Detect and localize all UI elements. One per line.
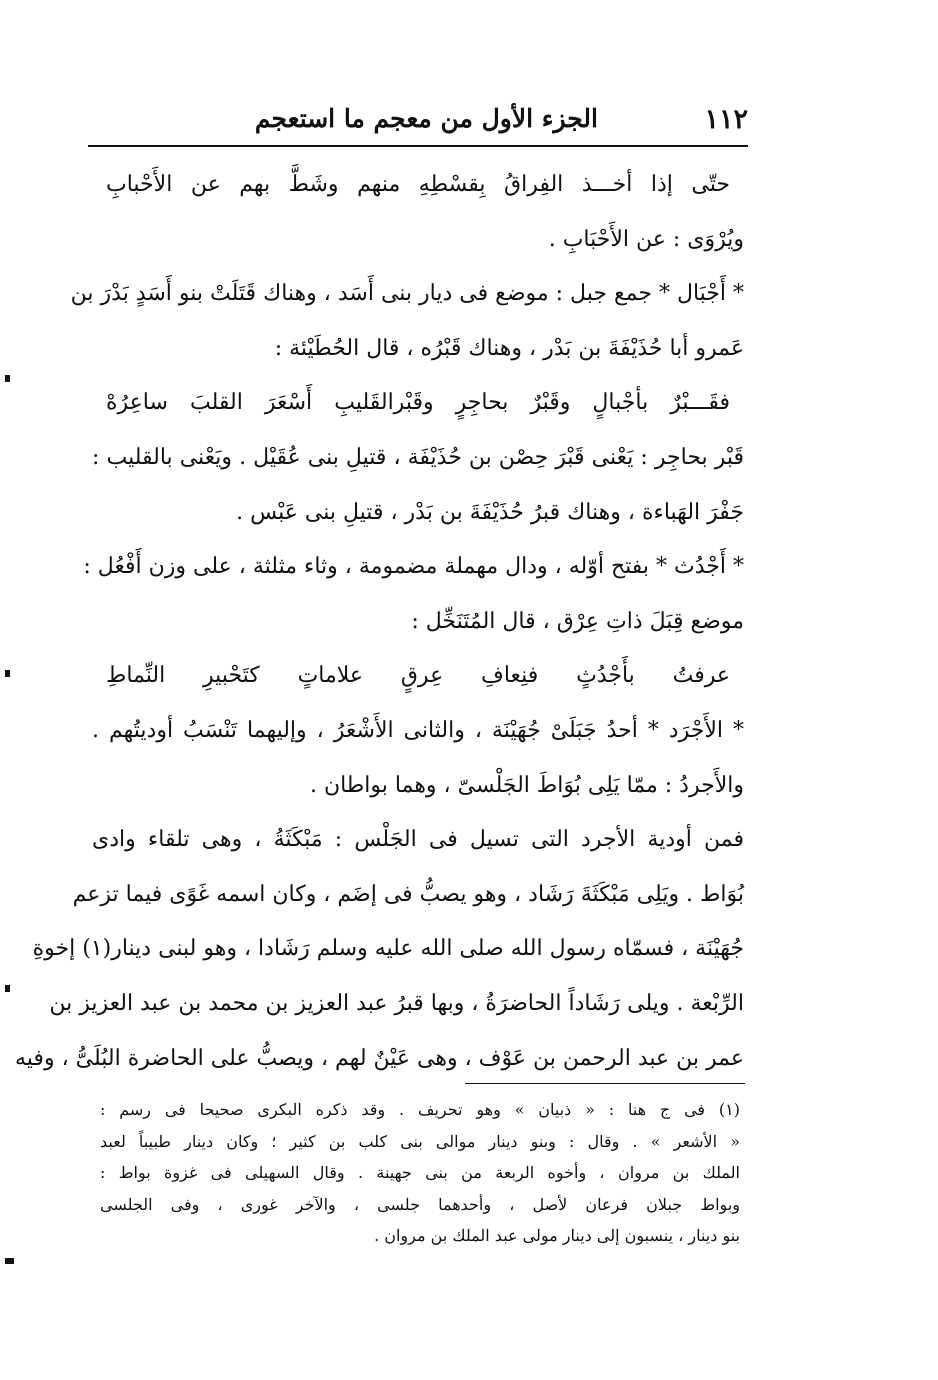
entry-line: * الأَجْرَد * أحدُ جَبَلَىْ جُهَيْنَة ، والثانى الأَشْعَرُ ، وإليهما تَنْسَبُ أوديتُهم . — [92, 717, 744, 743]
margin-speck — [5, 670, 10, 677]
text-line: ويُرْوَى : عن الأَحْبَابِ . — [548, 226, 744, 252]
footnotes — [100, 1094, 740, 1252]
footnote-line: (١) فى ج هنا : « ذبيان » وهو تحريف . وقد ذكره البكرى صحيحا فى رسم : — [100, 1100, 740, 1119]
footnote-line: وبواط جبلان فرعان لأصل ، وأحدهما جلسى ، والآخر غورى ، وفى الجلسى — [100, 1194, 740, 1214]
text-line: فمن أودية الأجرد التى تسيل فى الجَلْس : مَبْكَثَةُ ، وهى تلقاء وادى — [92, 827, 744, 853]
footnote-line: « الأشعر » . وقال : وبنو دينار موالى بنى كلب بن كثير ؛ وكان دينار طبيباً لعبد — [100, 1131, 740, 1151]
verse-line: عرفتُ بأَجْدُثٍ فنِعافِ عِرقٍ علاماتٍ كتَحْبيرِ النِّماطِ — [106, 663, 730, 689]
margin-speck — [5, 375, 10, 382]
running-head: الجزء الأول من معجم ما استعجم — [254, 104, 598, 133]
footnote-line: بنو دينار ، ينسبون إلى دينار مولى عبد الملك بن مروان . — [374, 1226, 740, 1245]
text-line: الرِّبْعة . ويلى رَشَاداً الحاضرَةُ ، وبها قبرُ عبد العزيز بن محمد بن عبد العزيز بن — [49, 990, 744, 1016]
text-line: موضع قِبَلَ ذاتِ عِرْق ، قال المُتَنَخِّل : — [411, 608, 744, 634]
verse-line: فقَـــبْرٌ بأجْبالٍ وقَبْرٌ بحاجِرٍ وقَبْرالقَليبِ أَسْعَرَ القلبَ ساعِرُهْ — [106, 390, 730, 416]
footnote-rule — [465, 1083, 745, 1084]
page-number: ١١٢ — [704, 104, 748, 135]
text-line: والأَجردُ : ممّا يَلِى بُوَاطَ الجَلْسىّ ، وهما بواطان . — [309, 772, 744, 798]
text-line: بُوَاط . ويَلِى مَبْكَثَةَ رَشَاد ، وهو يصبُّ فى إضَم ، وكان اسمه غَوًى فيما تزعم — [72, 881, 744, 907]
page-header — [88, 98, 748, 142]
margin-speck — [5, 985, 10, 992]
margin-speck — [5, 1258, 14, 1264]
entry-line: * أَجْدُث * بفتح أوّله ، ودال مهملة مضمومة ، وثاء مثلثة ، على وزن أَفْعُل : — [83, 554, 744, 580]
header-rule — [88, 145, 748, 147]
text-line: جُهَيْنَة ، فسمّاه رسول الله صلى الله عليه وسلم رَشَادا ، وهو لبنى دينار(١) إخوةِ — [32, 936, 744, 962]
text-line: عمر بن عبد الرحمن بن عَوْف ، وهى عَيْنٌ لهم ، ويصبُّ على الحاضرة البُلَىُّ ، وفيه — [15, 1045, 744, 1071]
body-text — [15, 158, 744, 1086]
text-line: قَبْر بحاجِر : يَعْنى قَبْرَ حِصْن بن حُذَيْفَة ، قتيلِ بنى عُقَيْل . ويَعْنى بالقليب : — [92, 444, 744, 470]
text-line: عَمرو أبا حُذَيْفَةَ بن بَدْر ، وهناك قَبْرُه ، قال الحُطَيْئة : — [274, 335, 744, 361]
footnote-line: الملك بن مروان ، وأخوه الربعة من بنى جهينة . وقال السهيلى فى غزوة بواط : — [100, 1163, 741, 1182]
text-line: جَفْرَ الهَباءة ، وهناك قبرُ حُذَيْفَةَ بن بَدْر ، قتيلِ بنى عَبْس . — [236, 499, 744, 525]
entry-line: * أَجْبَال * جمع جبل : موضع فى ديار بنى أَسَد ، وهناك قَتَلَتْ بنو أَسَدٍ بَدْرَ بن — [70, 281, 744, 307]
verse-line: حتّى إذا أخـــذ الفِراقُ بِقسْطِهِ منهم وشَطَّ بهم عن الأَحْبابِ — [106, 172, 730, 197]
